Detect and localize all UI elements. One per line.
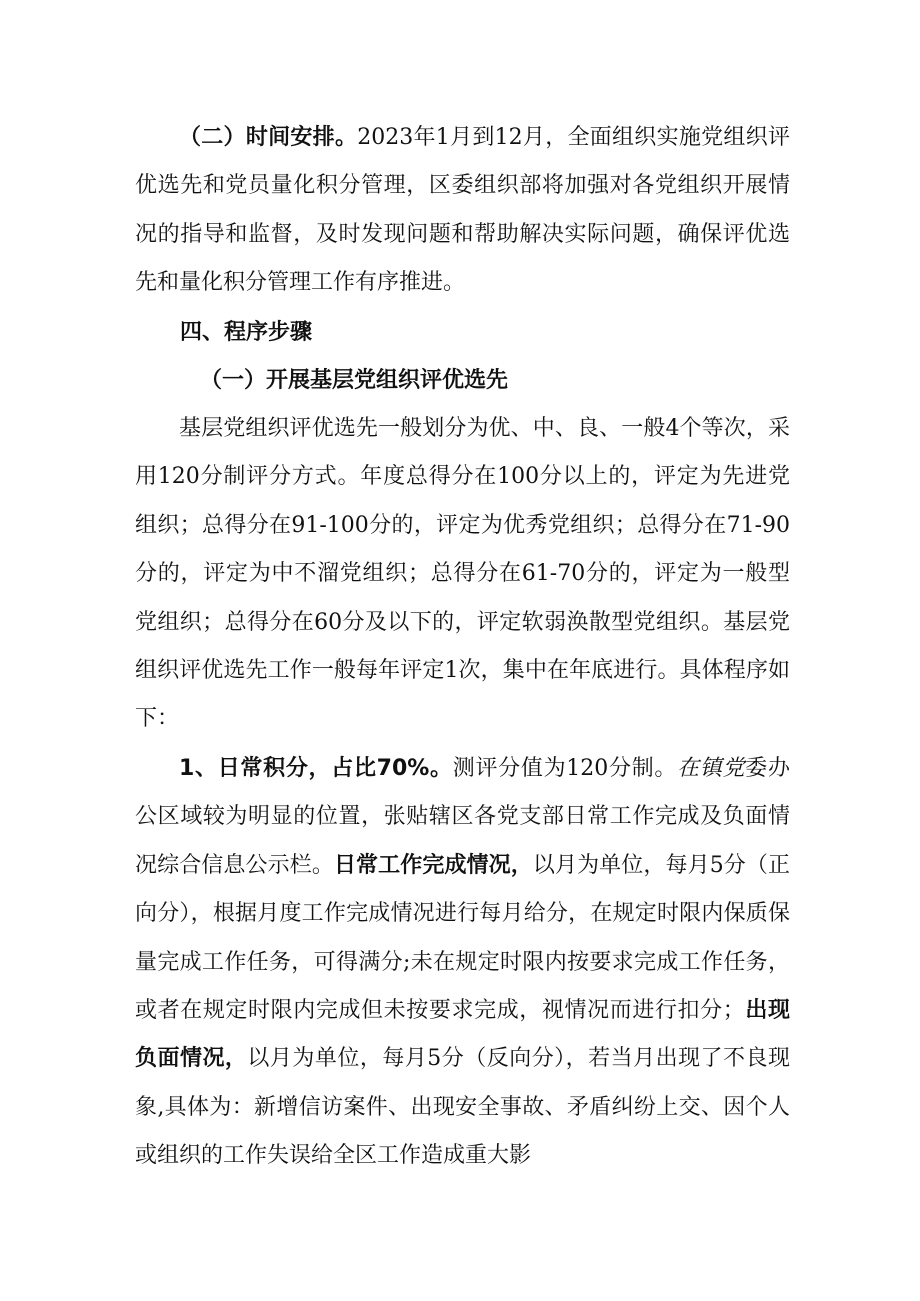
subsection-heading-party-evaluation: （一）开展基层党组织评优选先 [200,368,509,393]
paragraph-daily-points [135,745,790,1181]
paragraph-evaluation-grades: 基层党组织评优选先一般划分为优、中、良、一般4个等次，采用120分制评分方式。年度总得分在100分以上的，评定为先进党组织；总得分在91-100分的，评定为优秀党组织；总得分在71-90分的，评定为中不溜党组织；总得分在61-70分的，评定为一般型党组织；总得分在60分及以下的，评定软弱涣散型党组织。基层党组织评优选先工作一般每年评定1次，集中在年底进行。具体程序如下： [135,416,790,732]
bold-phrase: 日常工作完成情况， [333,852,533,878]
section-heading-procedure-steps: 四、程序步骤 [180,320,313,345]
paragraph-text: 以月为单位，每月5分（反向分），若当月出现了不良现象,具体为：新增信访案件、出现安全事故、矛盾纠纷上交、因个人或组织的工作失误给全区工作造成重大影 [135,1046,790,1169]
paragraph-time-arrangement [135,114,790,308]
paragraph-text: 以月为单位，每月5分（正向分），根据月度工作完成情况进行每月给分，在规定时限内保质保量完成工作任务，可得满分;未在规定时限内按要求完成工作任务，或者在规定时限内完成但未按要求完成，视情况而进行扣分； [135,852,790,1024]
paragraph-text: 测评分值为120分制。 [452,756,678,781]
paragraph-title: 1、日常积分，占比70%。 [179,756,453,781]
paragraph-text: 委办公区域较为明显的位置，张贴辖区各党支部日常工作完成及负面情况综合信息公示栏。 [135,756,790,878]
italic-text: 在镇党 [677,756,746,781]
paragraph-title: （二）时间安排。 [179,125,358,150]
paragraph-text: 2023年1月到12月，全面组织实施党组织评优选先和党员量化积分管理，区委组织部将加强对各党组织开展情况的指导和监督，及时发现问题和帮助解决实际问题，确保评优选先和量化积分管理工作有序推进。 [135,125,790,296]
bold-phrase: 出现负面情况， [135,998,790,1072]
